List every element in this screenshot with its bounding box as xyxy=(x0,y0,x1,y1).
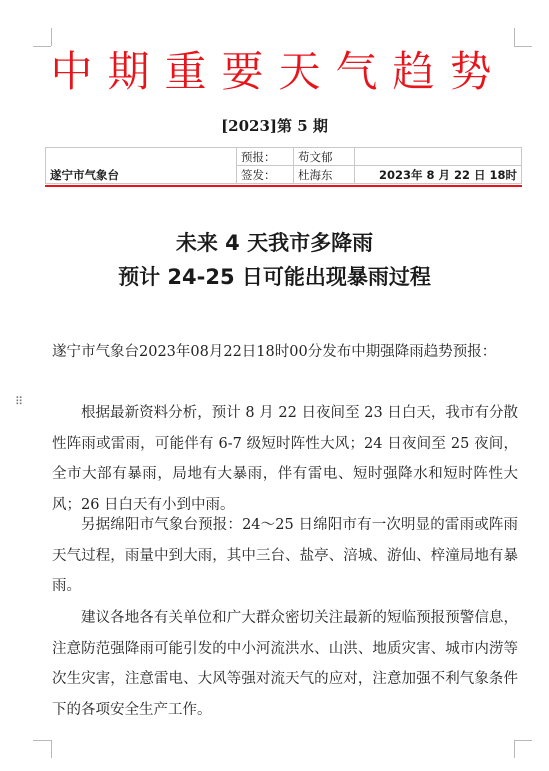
forecaster-name: 苟文郁 xyxy=(294,148,355,166)
crop-mark-bottom-right-v xyxy=(514,740,515,758)
paragraph-intro: 遂宁市气象台2023年08月22日18时00分发布中期强降雨趋势预报： xyxy=(52,344,497,360)
header-empty-cell xyxy=(355,148,522,166)
issuer-label: 签发： xyxy=(237,166,294,184)
paragraph-mianyang: 另据绵阳市气象台预报：24～25 日绵阳市有一次明显的雷雨或阵雨天气过程，雨量中到大雨，其中三台、盐亭、涪城、游仙、梓潼局地有暴雨。 xyxy=(52,517,518,595)
issue-number: [2023]第 5 期 xyxy=(221,117,328,135)
forecaster-label: 预报： xyxy=(237,148,294,166)
drag-handle-icon[interactable]: ⠿ xyxy=(15,395,24,408)
main-title: 中期重要天气趋势 xyxy=(50,47,507,96)
issue-time: 2023年 8 月 22 日 18时 xyxy=(355,166,522,184)
header-table xyxy=(45,147,522,184)
red-divider xyxy=(45,185,522,187)
crop-mark-bottom-left-h xyxy=(33,740,51,741)
headline-line-2: 预计 24-25 日可能出现暴雨过程 xyxy=(118,265,431,289)
organization: 遂宁市气象台 xyxy=(46,148,237,184)
crop-mark-bottom-right-h xyxy=(514,740,532,741)
paragraph-advice: 建议各地各有关单位和广大群众密切关注最新的短临预报预警信息，注意防范强降雨可能引发的中小河流洪水、山洪、地质灾害、城市内涝等次生灾害，注意雷电、大风等强对流天气的应对，注意加强不利气象条件下的各项安全生产工作。 xyxy=(52,610,518,718)
issuer-name: 杜海东 xyxy=(294,166,355,184)
crop-mark-bottom-left-v xyxy=(51,740,52,758)
headline-line-1: 未来 4 天我市多降雨 xyxy=(175,231,374,255)
paragraph-forecast: 根据最新资料分析，预计 8 月 22 日夜间至 23 日白天，我市有分散性阵雨或雷雨，可能伴有 6-7 级短时阵性大风；24 日夜间至 25 夜间，全市大部有暴雨，局地有大暴雨，伴有雷电、短时强降水和短时阵性大风；26 日白天有小到中雨。 xyxy=(52,405,518,513)
